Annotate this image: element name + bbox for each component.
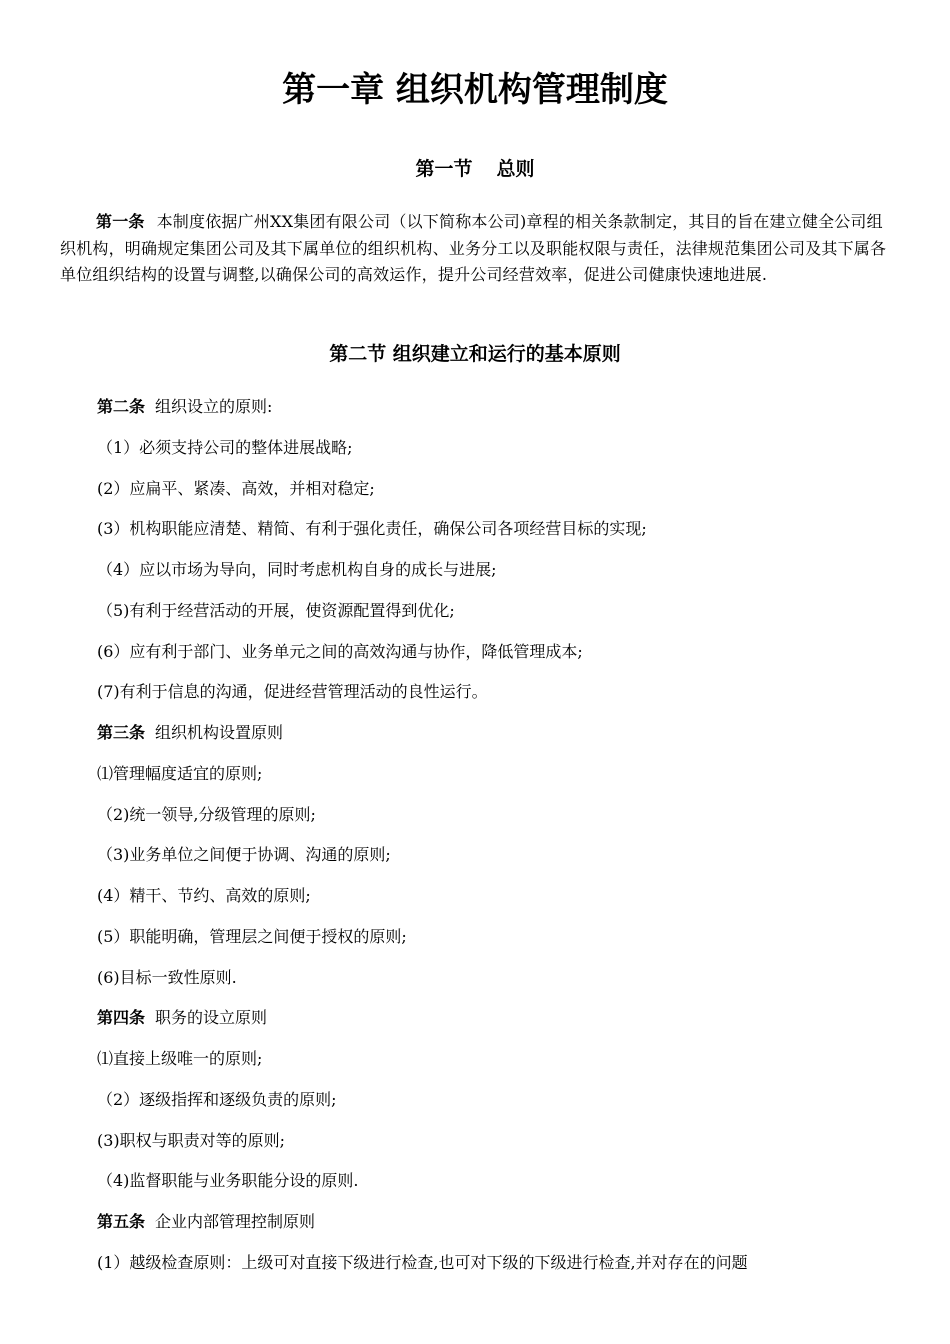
- article-2-header: [97, 395, 897, 419]
- article-5-heading: 企业内部管理控制原则: [155, 1212, 316, 1231]
- list-item: ⑴直接上级唯一的原则;: [97, 1049, 263, 1068]
- article-3-heading: 组织机构设置原则: [155, 723, 284, 742]
- section-1-label: 第一节: [415, 158, 473, 180]
- article-4-header: [97, 1006, 897, 1030]
- list-item: （3)业务单位之间便于协调、沟通的原则;: [97, 845, 391, 864]
- list-item: (5）职能明确，管理层之间便于授权的原则;: [97, 927, 407, 946]
- article-1-label: 第一条: [96, 212, 145, 231]
- article-1-text: 本制度依据广州XX集团有限公司（以下简称本公司)章程的相关条款制定，其目的旨在建立健全公司组织机构，明确规定集团公司及其下属单位的组织机构、业务分工以及职能权限与责任，法律规范集团公司及其下属各单位组织结构的设置与调整,以确保公司的高效运作，提升公司经营效率，促进公司健康快速地进展.: [60, 212, 887, 284]
- list-item: （2）逐级指挥和逐级负责的原则;: [97, 1090, 337, 1109]
- list-item: （5)有利于经营活动的开展，使资源配置得到优化;: [97, 601, 455, 620]
- list-item: (3)职权与职责对等的原则;: [97, 1131, 286, 1150]
- list-item: (4）精干、节约、高效的原则;: [97, 886, 311, 905]
- list-item: （4）应以市场为导向，同时考虑机构自身的成长与进展;: [97, 560, 497, 579]
- section-2-heading: 第二节 组织建立和运行的基本原则: [329, 343, 621, 365]
- list-item: (2）应扁平、紧凑、高效，并相对稳定;: [97, 479, 375, 498]
- chapter-title: 第一章 组织机构管理制度: [282, 70, 668, 110]
- list-item: (6)目标一致性原则.: [97, 968, 237, 987]
- list-item: (7)有利于信息的沟通，促进经营管理活动的良性运行。: [97, 682, 488, 701]
- article-2-label: 第二条: [97, 397, 146, 416]
- article-4-label: 第四条: [97, 1008, 146, 1027]
- list-item: (6）应有利于部门、业务单元之间的高效沟通与协作，降低管理成本;: [97, 642, 583, 661]
- list-item: （4)监督职能与业务职能分设的原则.: [97, 1171, 359, 1190]
- list-item: ⑴管理幅度适宜的原则;: [97, 764, 263, 783]
- section-1-title: 总则: [496, 158, 535, 180]
- list-item: （1）必须支持公司的整体进展战略;: [97, 438, 353, 457]
- article-3-header: [97, 721, 897, 745]
- article-1-paragraph: [60, 209, 892, 289]
- list-item: （2)统一领导,分级管理的原则;: [97, 805, 316, 824]
- article-4-heading: 职务的设立原则: [155, 1008, 268, 1027]
- article-3-label: 第三条: [97, 723, 146, 742]
- list-item: (1）越级检查原则：上级可对直接下级进行检查,也可对下级的下级进行检查,并对存在的问题: [97, 1253, 748, 1272]
- article-5-header: [97, 1210, 897, 1234]
- section-1-heading: [0, 155, 950, 183]
- article-5-label: 第五条: [97, 1212, 146, 1231]
- article-2-heading: 组织设立的原则:: [155, 397, 273, 416]
- list-item: (3）机构职能应清楚、精简、有利于强化责任，确保公司各项经营目标的实现;: [97, 519, 647, 538]
